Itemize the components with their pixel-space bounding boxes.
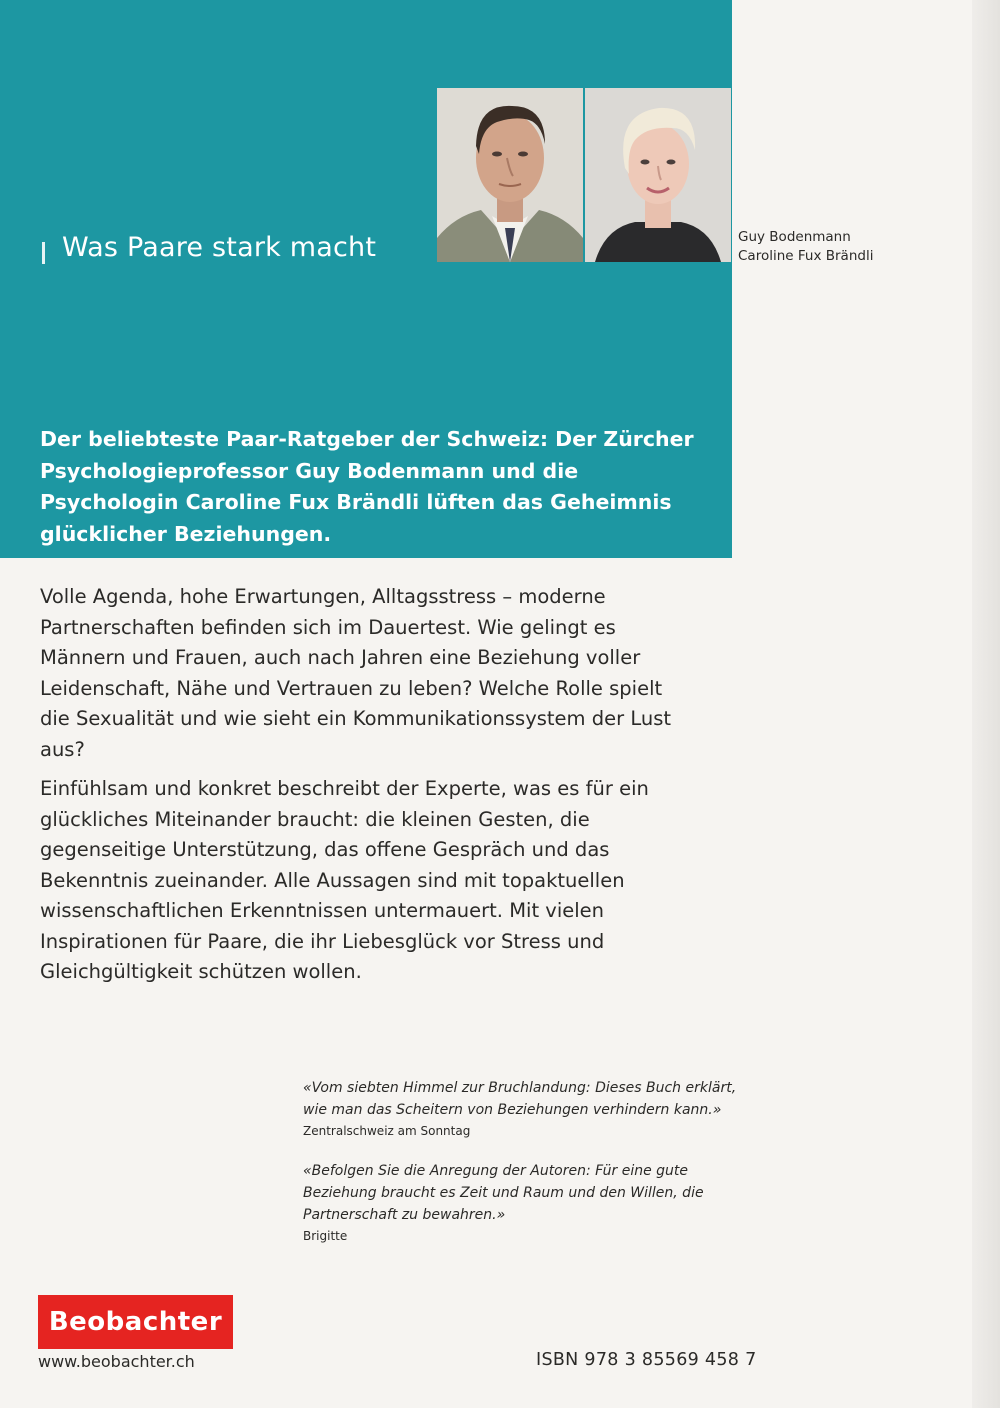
title-marker (42, 242, 45, 264)
quote-source: Brigitte (303, 1229, 348, 1243)
publisher-website: www.beobachter.ch (38, 1352, 195, 1371)
body-paragraph: Volle Agenda, hohe Erwartungen, Alltagsstress – moderne Partnerschaften befinden sich im Dauertest. Wie gelingt es Männern und Frauen, auch nach Jahren eine Beziehung voller Leidenschaft, Nähe und Vertrauen zu leben? Welche Rolle spielt die Sexualität und wie sieht ein Kommunikationssystem der Lust aus? (40, 585, 672, 761)
publisher-logo-text: Beobachter (48, 1307, 223, 1337)
portrait-female-image (585, 88, 731, 262)
quote-text: «Befolgen Sie die Anregung der Autoren: Für eine gute Beziehung braucht es Zeit und Raum und den Willen, die Partnerschaft zu bewahren.» (303, 1163, 704, 1223)
isbn-number: ISBN 978 3 85569 458 7 (536, 1350, 757, 1370)
author-names (738, 228, 873, 266)
book-title: Was Paare stark macht (62, 232, 377, 263)
review-quote (303, 1160, 753, 1246)
author-name: Guy Bodenmann (738, 229, 851, 245)
page-edge (972, 0, 1000, 1408)
body-paragraph: Einfühlsam und konkret beschreibt der Experte, was es für ein glückliches Miteinander braucht: die kleinen Gesten, die gegenseitige Unterstützung, das offene Gespräch und das Bekenntnis zueinander. Alle Aussagen sind mit topaktuellen wissenschaftlichen Erkenntnissen untermauert. Mit vielen Inspirationen für Paare, die ihr Liebesglück vor Stress und Gleichgültigkeit schützen wollen. (40, 777, 649, 983)
intro-text: Der beliebteste Paar-Ratgeber der Schweiz: Der Zürcher Psychologieprofessor Guy Bodenmann und die Psychologin Caroline Fux Brändli lüften das Geheimnis glücklicher Beziehungen. (40, 427, 694, 546)
quote-text: «Vom siebten Himmel zur Bruchlandung: Dieses Buch erklärt, wie man das Scheitern von Beziehungen verhindern kann.» (303, 1080, 737, 1118)
portrait-caroline-fux-braendli (585, 88, 731, 262)
teal-header-panel (0, 0, 732, 558)
quote-source: Zentralschweiz am Sonntag (303, 1124, 471, 1138)
author-name: Caroline Fux Brändli (738, 248, 874, 264)
portrait-male-image (437, 88, 583, 262)
review-quote (303, 1077, 753, 1141)
publisher-logo (38, 1295, 233, 1349)
portrait-guy-bodenmann (437, 88, 583, 262)
